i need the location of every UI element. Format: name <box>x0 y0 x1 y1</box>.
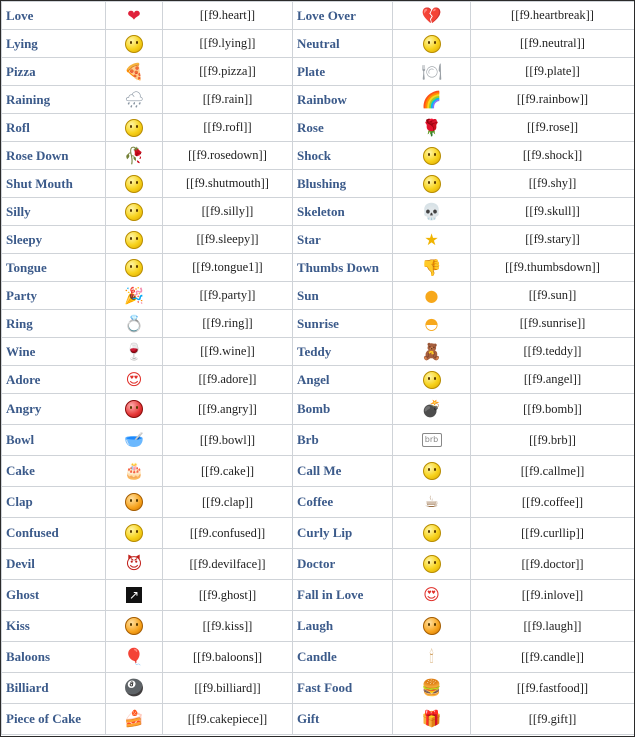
table-row <box>2 394 635 425</box>
emoticon-code: [[f9.rain]] <box>163 86 293 114</box>
emoticon-name: Raining <box>2 86 106 114</box>
billiard-balls-icon: 🎱 <box>124 678 144 697</box>
emoticon-name: Shut Mouth <box>2 170 106 198</box>
bowl-icon: 🥣 <box>124 430 144 449</box>
sun-icon: ● <box>424 285 439 305</box>
clap-face-icon <box>125 493 143 511</box>
emoticon-code: [[f9.heartbreak]] <box>471 2 635 30</box>
emoticon-icon-cell <box>393 366 471 394</box>
emoticon-icon-cell <box>393 2 471 30</box>
emoticon-code: [[f9.billiard]] <box>163 673 293 704</box>
emoticon-icon-cell <box>106 310 163 338</box>
table-row <box>2 456 635 487</box>
emoticon-code: [[f9.rainbow]] <box>471 86 635 114</box>
emoticon-name: Ghost <box>2 580 106 611</box>
emoticon-icon-cell <box>106 114 163 142</box>
emoticon-icon-cell <box>106 518 163 549</box>
emoticon-name: Cake <box>2 456 106 487</box>
table-row <box>2 30 635 58</box>
gift-box-icon: 🎁 <box>421 709 442 728</box>
emoticon-icon-cell <box>393 487 471 518</box>
emoticon-name: Laugh <box>293 611 393 642</box>
rainbow-icon: 🌈 <box>421 89 442 109</box>
emoticon-name: Rose Down <box>2 142 106 170</box>
lying-face-icon <box>125 35 143 53</box>
blushing-face-icon <box>423 175 441 193</box>
emoticon-name: Gift <box>293 704 393 735</box>
emoticon-code: [[f9.stary]] <box>471 226 635 254</box>
tongue-face-icon <box>125 259 143 277</box>
emoticon-code: [[f9.curllip]] <box>471 518 635 549</box>
emoticon-name: Teddy <box>293 338 393 366</box>
emoticon-code: [[f9.clap]] <box>163 487 293 518</box>
table-row <box>2 518 635 549</box>
emoticon-icon-cell <box>393 114 471 142</box>
emoticon-code: [[f9.skull]] <box>471 198 635 226</box>
emoticon-name: Confused <box>2 518 106 549</box>
emoticon-code: [[f9.inlove]] <box>471 580 635 611</box>
laugh-face-icon <box>423 617 441 635</box>
emoticon-icon-cell <box>106 611 163 642</box>
emoticon-icon-cell <box>106 549 163 580</box>
table-row <box>2 425 635 456</box>
emoticon-code: [[f9.angry]] <box>163 394 293 425</box>
emoticon-icon-cell <box>393 282 471 310</box>
heartbreak-icon: 💔 <box>421 5 442 25</box>
emoticon-code: [[f9.laugh]] <box>471 611 635 642</box>
emoticon-name: Ring <box>2 310 106 338</box>
emoticon-code: [[f9.fastfood]] <box>471 673 635 704</box>
emoticon-icon-cell <box>393 198 471 226</box>
emoticon-icon-cell <box>393 580 471 611</box>
emoticon-code: [[f9.lying]] <box>163 30 293 58</box>
emoticon-code: [[f9.callme]] <box>471 456 635 487</box>
emoticon-name: Kiss <box>2 611 106 642</box>
emoticon-icon-cell <box>393 704 471 735</box>
emoticon-name: Love <box>2 2 106 30</box>
emoticon-code: [[f9.devilface]] <box>163 549 293 580</box>
emoticon-name: Lying <box>2 30 106 58</box>
emoticon-icon-cell <box>393 86 471 114</box>
emoticon-icon-cell <box>393 254 471 282</box>
table-row <box>2 611 635 642</box>
table-row <box>2 704 635 735</box>
table-row <box>2 580 635 611</box>
skull-icon: 💀 <box>421 201 442 221</box>
emoticon-icon-cell <box>393 58 471 86</box>
heart-icon: ❤ <box>127 5 141 25</box>
sleepy-face-icon <box>125 231 143 249</box>
emoticon-icon-cell <box>106 142 163 170</box>
emoticon-code: [[f9.adore]] <box>163 366 293 394</box>
emoticon-code: [[f9.wine]] <box>163 338 293 366</box>
neutral-face-icon <box>423 35 441 53</box>
emoticon-code: [[f9.heart]] <box>163 2 293 30</box>
emoticon-code: [[f9.kiss]] <box>163 611 293 642</box>
emoticon-icon-cell <box>393 142 471 170</box>
emoticon-icon-cell <box>393 673 471 704</box>
table-row <box>2 282 635 310</box>
emoticon-code: [[f9.sleepy]] <box>163 226 293 254</box>
emoticon-icon-cell <box>106 226 163 254</box>
angel-face-icon <box>423 371 441 389</box>
emoticon-name: Adore <box>2 366 106 394</box>
confused-face-icon <box>125 524 143 542</box>
table-row <box>2 366 635 394</box>
emoticon-code: [[f9.silly]] <box>163 198 293 226</box>
emoticon-name: Thumbs Down <box>293 254 393 282</box>
rose-down-icon: 🥀 <box>124 145 144 165</box>
emoticon-icon-cell <box>106 394 163 425</box>
emoticon-icon-cell <box>393 226 471 254</box>
emoticon-code: [[f9.pizza]] <box>163 58 293 86</box>
emoticon-name: Devil <box>2 549 106 580</box>
table-row <box>2 310 635 338</box>
emoticon-name: Shock <box>293 142 393 170</box>
emoticon-icon-cell <box>106 642 163 673</box>
party-icon: 🎉 <box>124 285 144 305</box>
emoticon-name: Sunrise <box>293 310 393 338</box>
emoticon-code: [[f9.plate]] <box>471 58 635 86</box>
emoticon-code: [[f9.teddy]] <box>471 338 635 366</box>
emoticon-icon-cell <box>106 254 163 282</box>
emoticon-icon-cell <box>106 30 163 58</box>
emoticon-icon-cell <box>393 549 471 580</box>
balloons-icon: 🎈 <box>124 647 144 666</box>
cake-piece-icon: 🍰 <box>124 709 144 728</box>
in-love-face-icon: 😍 <box>423 585 440 604</box>
cake-icon: 🎂 <box>124 461 144 480</box>
candle-icon: 🕯 <box>429 647 434 666</box>
emoticon-icon-cell <box>106 198 163 226</box>
emoticon-icon-cell <box>393 338 471 366</box>
table-row <box>2 226 635 254</box>
emoticon-code: [[f9.shock]] <box>471 142 635 170</box>
ring-icon: 💍 <box>124 313 144 333</box>
emoticon-name: Fall in Love <box>293 580 393 611</box>
emoticon-icon-cell <box>106 58 163 86</box>
table-row <box>2 2 635 30</box>
wine-bottles-icon: 🍷 <box>124 341 144 361</box>
emoticon-icon-cell <box>106 2 163 30</box>
table-row <box>2 673 635 704</box>
emoticon-name: Blushing <box>293 170 393 198</box>
emoticon-icon-cell <box>106 425 163 456</box>
table-row <box>2 642 635 673</box>
shock-face-icon <box>423 147 441 165</box>
curly-lip-face-icon <box>423 524 441 542</box>
emoticon-name: Plate <box>293 58 393 86</box>
emoticon-name: Rofl <box>2 114 106 142</box>
table-row <box>2 58 635 86</box>
emoticon-icon-cell <box>106 366 163 394</box>
devil-face-icon: 😈 <box>125 554 143 573</box>
emoticon-code: [[f9.doctor]] <box>471 549 635 580</box>
emoticon-code: [[f9.gift]] <box>471 704 635 735</box>
rain-cloud-icon: 🌧 <box>124 89 145 109</box>
emoticon-name: Baloons <box>2 642 106 673</box>
emoticon-code: [[f9.party]] <box>163 282 293 310</box>
emoticon-code: [[f9.angel]] <box>471 366 635 394</box>
emoticon-icon-cell <box>393 456 471 487</box>
emoticon-code-table <box>1 1 635 735</box>
emoticon-icon-cell <box>393 310 471 338</box>
fast-food-icon: 🍔 <box>421 678 442 697</box>
emoticon-name: Tongue <box>2 254 106 282</box>
angry-face-icon <box>125 400 143 418</box>
emoticon-code: [[f9.baloons]] <box>163 642 293 673</box>
emoticon-icon-cell <box>393 425 471 456</box>
emoticon-icon-cell <box>106 487 163 518</box>
sunrise-icon: ◓ <box>424 313 439 333</box>
emoticon-name: Love Over <box>293 2 393 30</box>
doctor-face-icon <box>423 555 441 573</box>
brb-sign-icon: brb <box>422 433 442 447</box>
teddy-bear-icon: 🧸 <box>421 341 442 361</box>
emoticon-name: Silly <box>2 198 106 226</box>
emoticon-code: [[f9.ghost]] <box>163 580 293 611</box>
coffee-cup-icon: ☕ <box>424 492 439 511</box>
ghost-icon: ↗ <box>126 587 142 603</box>
emoticon-name: Rose <box>293 114 393 142</box>
emoticon-name: Wine <box>2 338 106 366</box>
table-row <box>2 142 635 170</box>
silly-face-icon <box>125 203 143 221</box>
emoticon-code: [[f9.rosedown]] <box>163 142 293 170</box>
emoticon-code: [[f9.candle]] <box>471 642 635 673</box>
table-row <box>2 114 635 142</box>
table-row <box>2 549 635 580</box>
rofl-face-icon <box>125 119 143 137</box>
emoticon-code: [[f9.neutral]] <box>471 30 635 58</box>
emoticon-icon-cell <box>393 30 471 58</box>
emoticon-code: [[f9.rose]] <box>471 114 635 142</box>
emoticon-name: Candle <box>293 642 393 673</box>
emoticon-code: [[f9.tongue1]] <box>163 254 293 282</box>
emoticon-code: [[f9.coffee]] <box>471 487 635 518</box>
table-row <box>2 487 635 518</box>
emoticon-code: [[f9.brb]] <box>471 425 635 456</box>
adore-face-icon: 😍 <box>125 369 143 389</box>
emoticon-code: [[f9.confused]] <box>163 518 293 549</box>
emoticon-code: [[f9.ring]] <box>163 310 293 338</box>
emoticon-name: Call Me <box>293 456 393 487</box>
emoticon-table-body <box>2 2 635 735</box>
emoticon-icon-cell <box>106 282 163 310</box>
emoticon-code: [[f9.bomb]] <box>471 394 635 425</box>
emoticon-name: Angel <box>293 366 393 394</box>
emoticon-name: Curly Lip <box>293 518 393 549</box>
table-row <box>2 170 635 198</box>
emoticon-name: Sleepy <box>2 226 106 254</box>
table-row <box>2 198 635 226</box>
thumbs-down-icon: 👎 <box>421 257 442 277</box>
emoticon-icon-cell <box>106 86 163 114</box>
emoticon-name: Doctor <box>293 549 393 580</box>
emoticon-icon-cell <box>106 580 163 611</box>
shut-mouth-face-icon <box>125 175 143 193</box>
emoticon-code: [[f9.rofl]] <box>163 114 293 142</box>
emoticon-name: Brb <box>293 425 393 456</box>
emoticon-code: [[f9.shy]] <box>471 170 635 198</box>
emoticon-icon-cell <box>106 456 163 487</box>
emoticon-icon-cell <box>393 611 471 642</box>
emoticon-icon-cell <box>393 518 471 549</box>
emoticon-name: Bomb <box>293 394 393 425</box>
emoticon-code: [[f9.sun]] <box>471 282 635 310</box>
emoticon-icon-cell <box>106 170 163 198</box>
emoticon-code: [[f9.shutmouth]] <box>163 170 293 198</box>
plate-icon: 🍽 <box>421 61 442 81</box>
emoticon-code: [[f9.cake]] <box>163 456 293 487</box>
emoticon-icon-cell <box>106 704 163 735</box>
emoticon-code: [[f9.thumbsdown]] <box>471 254 635 282</box>
emoticon-code: [[f9.sunrise]] <box>471 310 635 338</box>
emoticon-icon-cell <box>106 338 163 366</box>
emoticon-icon-cell <box>106 673 163 704</box>
emoticon-name: Fast Food <box>293 673 393 704</box>
call-me-face-icon <box>423 462 441 480</box>
pizza-icon: 🍕 <box>124 61 144 81</box>
emoticon-icon-cell <box>393 394 471 425</box>
rose-icon: 🌹 <box>421 117 442 137</box>
table-row <box>2 86 635 114</box>
emoticon-name: Billiard <box>2 673 106 704</box>
emoticon-name: Party <box>2 282 106 310</box>
emoticon-name: Rainbow <box>293 86 393 114</box>
emoticon-name: Sun <box>293 282 393 310</box>
emoticon-code: [[f9.bowl]] <box>163 425 293 456</box>
star-icon: ★ <box>424 229 439 249</box>
bomb-icon: 💣 <box>421 399 442 418</box>
emoticon-name: Coffee <box>293 487 393 518</box>
table-row <box>2 254 635 282</box>
emoticon-name: Piece of Cake <box>2 704 106 735</box>
emoticon-code: [[f9.cakepiece]] <box>163 704 293 735</box>
emoticon-name: Neutral <box>293 30 393 58</box>
emoticon-name: Bowl <box>2 425 106 456</box>
emoticon-icon-cell <box>393 642 471 673</box>
kiss-face-icon <box>125 617 143 635</box>
emoticon-icon-cell <box>393 170 471 198</box>
table-row <box>2 338 635 366</box>
emoticon-name: Skeleton <box>293 198 393 226</box>
emoticon-name: Clap <box>2 487 106 518</box>
emoticon-name: Star <box>293 226 393 254</box>
emoticon-name: Pizza <box>2 58 106 86</box>
emoticon-name: Angry <box>2 394 106 425</box>
